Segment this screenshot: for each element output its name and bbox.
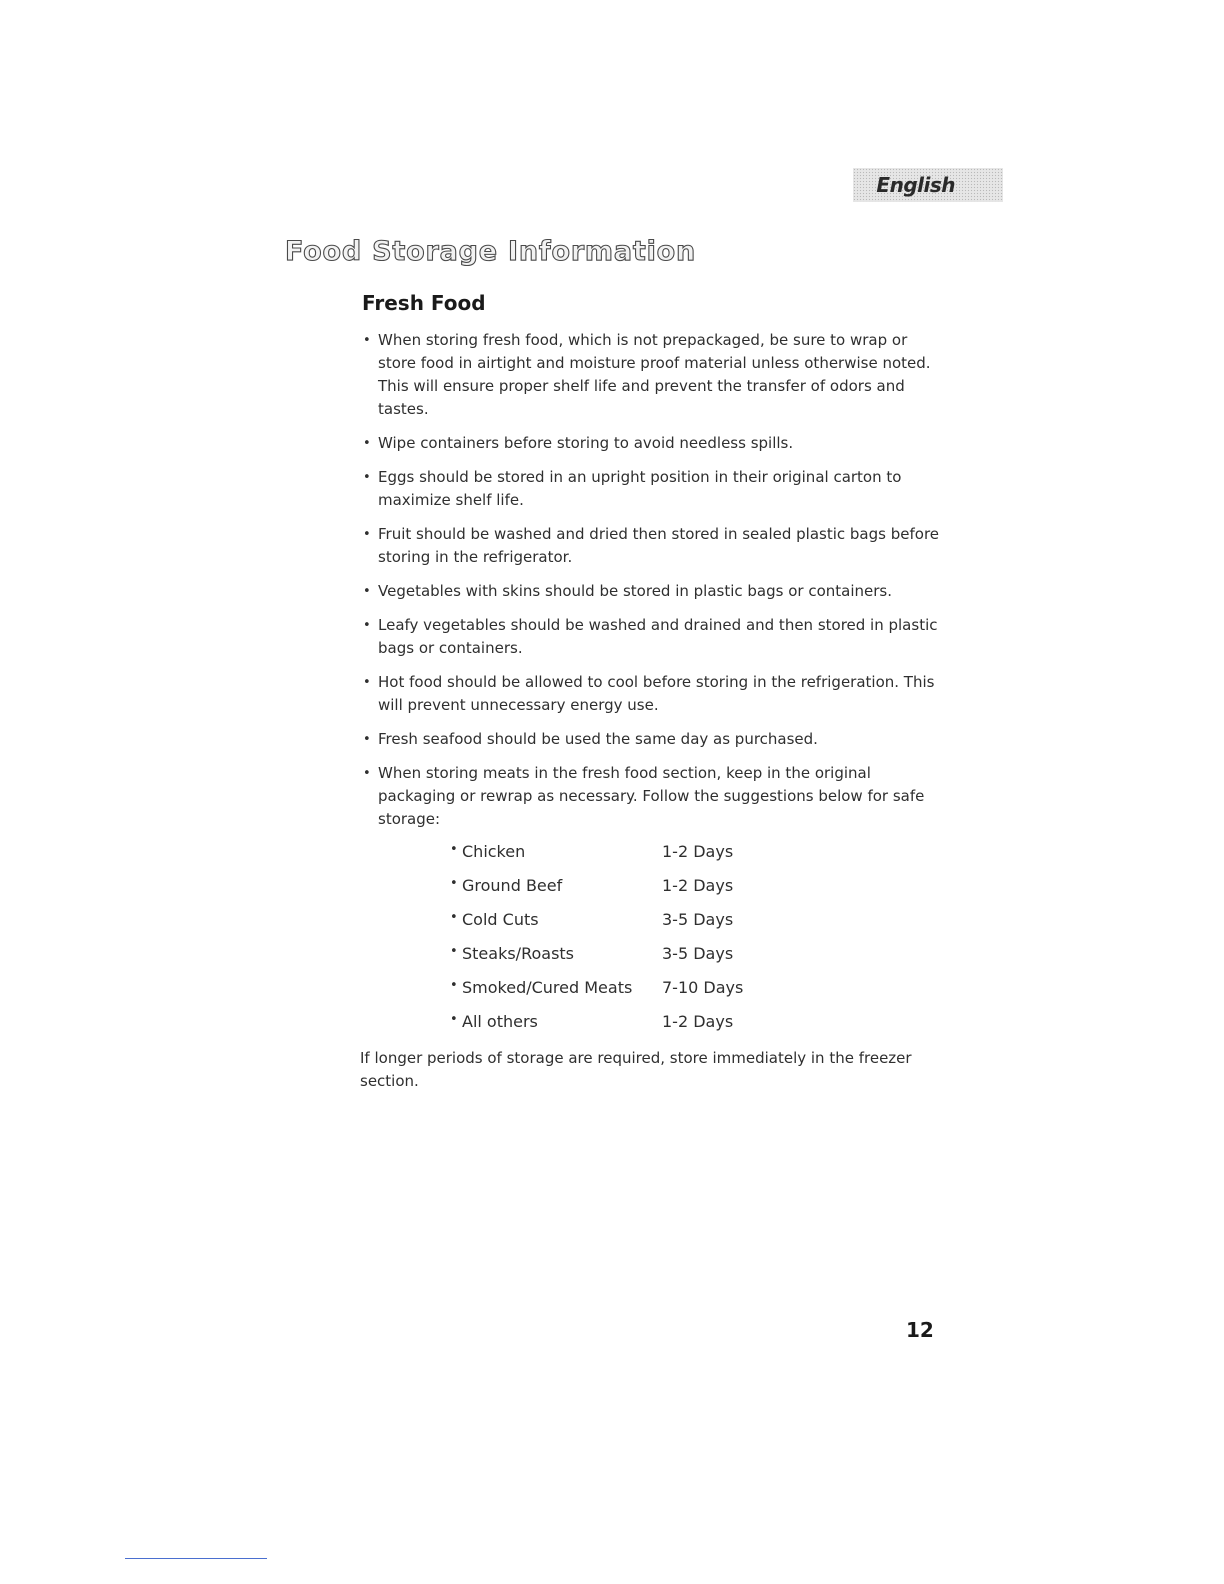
meat-name: • Ground Beef bbox=[450, 876, 662, 910]
meat-duration: 7-10 Days bbox=[662, 978, 744, 997]
main-content bbox=[362, 291, 942, 1093]
meat-name: • All others bbox=[450, 1012, 662, 1046]
tip-item: • When storing fresh food, which is not prepackaged, be sure to wrap or store food in airtight and moisture proof material unless otherwise noted. This will ensure proper shelf life and prevent the transfer of odors and tastes. bbox=[362, 329, 942, 421]
meat-duration: 1-2 Days bbox=[662, 1012, 734, 1031]
tip-item: • Vegetables with skins should be stored in plastic bags or containers. bbox=[362, 580, 942, 603]
page-title: Food Storage Information bbox=[285, 236, 697, 267]
meat-name: • Smoked/Cured Meats bbox=[450, 978, 662, 1012]
tip-item: • Fruit should be washed and dried then stored in sealed plastic bags before storing in the refrigerator. bbox=[362, 523, 942, 569]
section-heading: Fresh Food bbox=[362, 291, 486, 315]
language-label: English bbox=[876, 173, 955, 197]
tip-item: • Hot food should be allowed to cool before storing in the refrigeration. This will prevent unnecessary energy use. bbox=[362, 671, 942, 717]
footer-divider bbox=[125, 1558, 267, 1559]
page-number: 12 bbox=[906, 1318, 934, 1342]
table-row bbox=[450, 910, 743, 944]
meat-duration: 1-2 Days bbox=[662, 842, 734, 861]
tip-item: • When storing meats in the fresh food section, keep in the original packaging or rewrap as necessary. Follow the suggestions below for safe storage: bbox=[362, 762, 942, 831]
meat-storage-table bbox=[450, 842, 743, 1046]
table-row bbox=[450, 876, 743, 910]
storage-tips-list bbox=[362, 329, 942, 831]
tip-item: • Leafy vegetables should be washed and drained and then stored in plastic bags or containers. bbox=[362, 614, 942, 660]
footer-note: If longer periods of storage are required, store immediately in the freezer section. bbox=[360, 1049, 912, 1090]
table-row bbox=[450, 1012, 743, 1046]
tip-item: • Wipe containers before storing to avoid needless spills. bbox=[362, 432, 942, 455]
meat-duration: 3-5 Days bbox=[662, 944, 734, 963]
tip-item: • Fresh seafood should be used the same day as purchased. bbox=[362, 728, 942, 751]
meat-duration: 3-5 Days bbox=[662, 910, 734, 929]
meat-name: • Cold Cuts bbox=[450, 910, 662, 944]
tip-item: • Eggs should be stored in an upright position in their original carton to maximize shelf life. bbox=[362, 466, 942, 512]
table-row bbox=[450, 842, 743, 876]
meat-duration: 1-2 Days bbox=[662, 876, 734, 895]
table-row bbox=[450, 978, 743, 1012]
table-row bbox=[450, 944, 743, 978]
meat-name: • Chicken bbox=[450, 842, 662, 876]
meat-name: • Steaks/Roasts bbox=[450, 944, 662, 978]
language-tab bbox=[853, 168, 1003, 202]
